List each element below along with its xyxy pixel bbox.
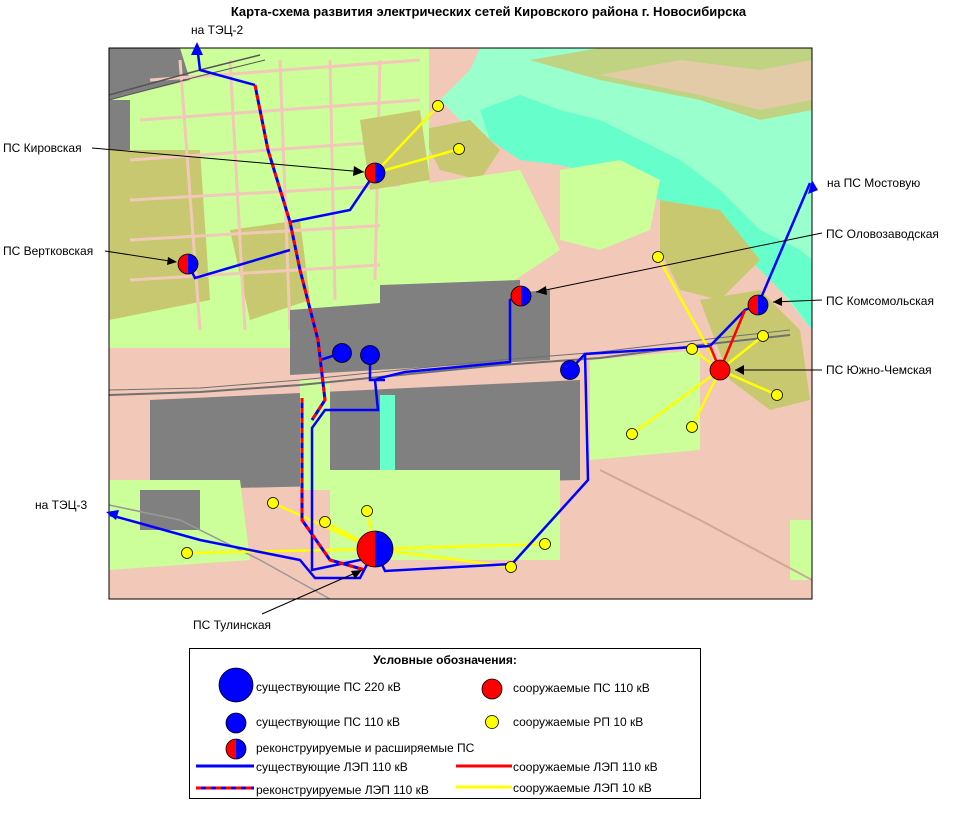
ps-tulinskaya-marker bbox=[357, 531, 393, 567]
legend-title: Условные обозначения: bbox=[373, 653, 517, 667]
ps-vertkovskaya-marker bbox=[178, 254, 198, 274]
ps-komsomolskaya-marker bbox=[748, 295, 768, 315]
label-ps-olovozavodskaya: ПС Оловозаводская bbox=[826, 227, 939, 241]
label-ps-tulinskaya: ПС Тулинская bbox=[193, 618, 272, 632]
legend-existing-ps220: существующие ПС 220 кВ bbox=[256, 680, 401, 694]
legend-reconstructed-ps: реконструируемые и расширяемые ПС bbox=[256, 741, 475, 755]
map-background bbox=[109, 48, 812, 599]
legend-line-10kv-symbol bbox=[456, 780, 516, 794]
legend-existing-ps110: существующие ПС 110 кВ bbox=[256, 715, 400, 729]
label-ps-vertkovskaya: ПС Вертковская bbox=[3, 244, 94, 258]
legend-line-existing-symbol bbox=[196, 759, 256, 773]
legend-reconstructed-ps-symbol bbox=[225, 738, 247, 760]
legend-built-rp10: сооружаемые РП 10 кВ bbox=[513, 715, 644, 729]
ps-built-110 bbox=[710, 360, 730, 380]
legend-rp10-symbol bbox=[484, 714, 500, 730]
label-to-mostovaya: на ПС Мостовую bbox=[827, 176, 921, 190]
legend-ps220-symbol bbox=[218, 667, 254, 703]
label-ps-kirovskaya: ПС Кировская bbox=[3, 141, 82, 155]
ps-olovozavodskaya-marker bbox=[511, 286, 531, 306]
legend-line-built-symbol bbox=[456, 759, 516, 773]
legend-built-line110: сооружаемые ЛЭП 110 кВ bbox=[513, 760, 658, 774]
legend-reconstructed-line110: реконструируемые ЛЭП 110 кВ bbox=[256, 783, 429, 797]
label-ps-komsomolskaya: ПС Комсомольская bbox=[826, 294, 934, 308]
legend-line-reconstructed-symbol bbox=[196, 781, 256, 795]
label-to-tec3: на ТЭЦ-3 bbox=[35, 498, 88, 512]
map-title: Карта-схема развития электрических сетей Кировского района г. Новосибирска bbox=[230, 4, 747, 19]
label-ps-yuzhno-chemskaya: ПС Южно-Чемская bbox=[826, 363, 932, 377]
label-to-tec2: на ТЭЦ-2 bbox=[191, 23, 244, 37]
legend-built-ps110: сооружаемые ПС 110 кВ bbox=[513, 681, 650, 695]
legend-ps110-symbol bbox=[225, 712, 247, 734]
legend-existing-line110: существующие ЛЭП 110 кВ bbox=[256, 760, 408, 774]
legend bbox=[189, 648, 701, 799]
ps-kirovskaya-marker bbox=[365, 163, 385, 183]
legend-built-ps110-symbol bbox=[481, 678, 503, 700]
legend-built-line10: сооружаемые ЛЭП 10 кВ bbox=[513, 781, 652, 795]
